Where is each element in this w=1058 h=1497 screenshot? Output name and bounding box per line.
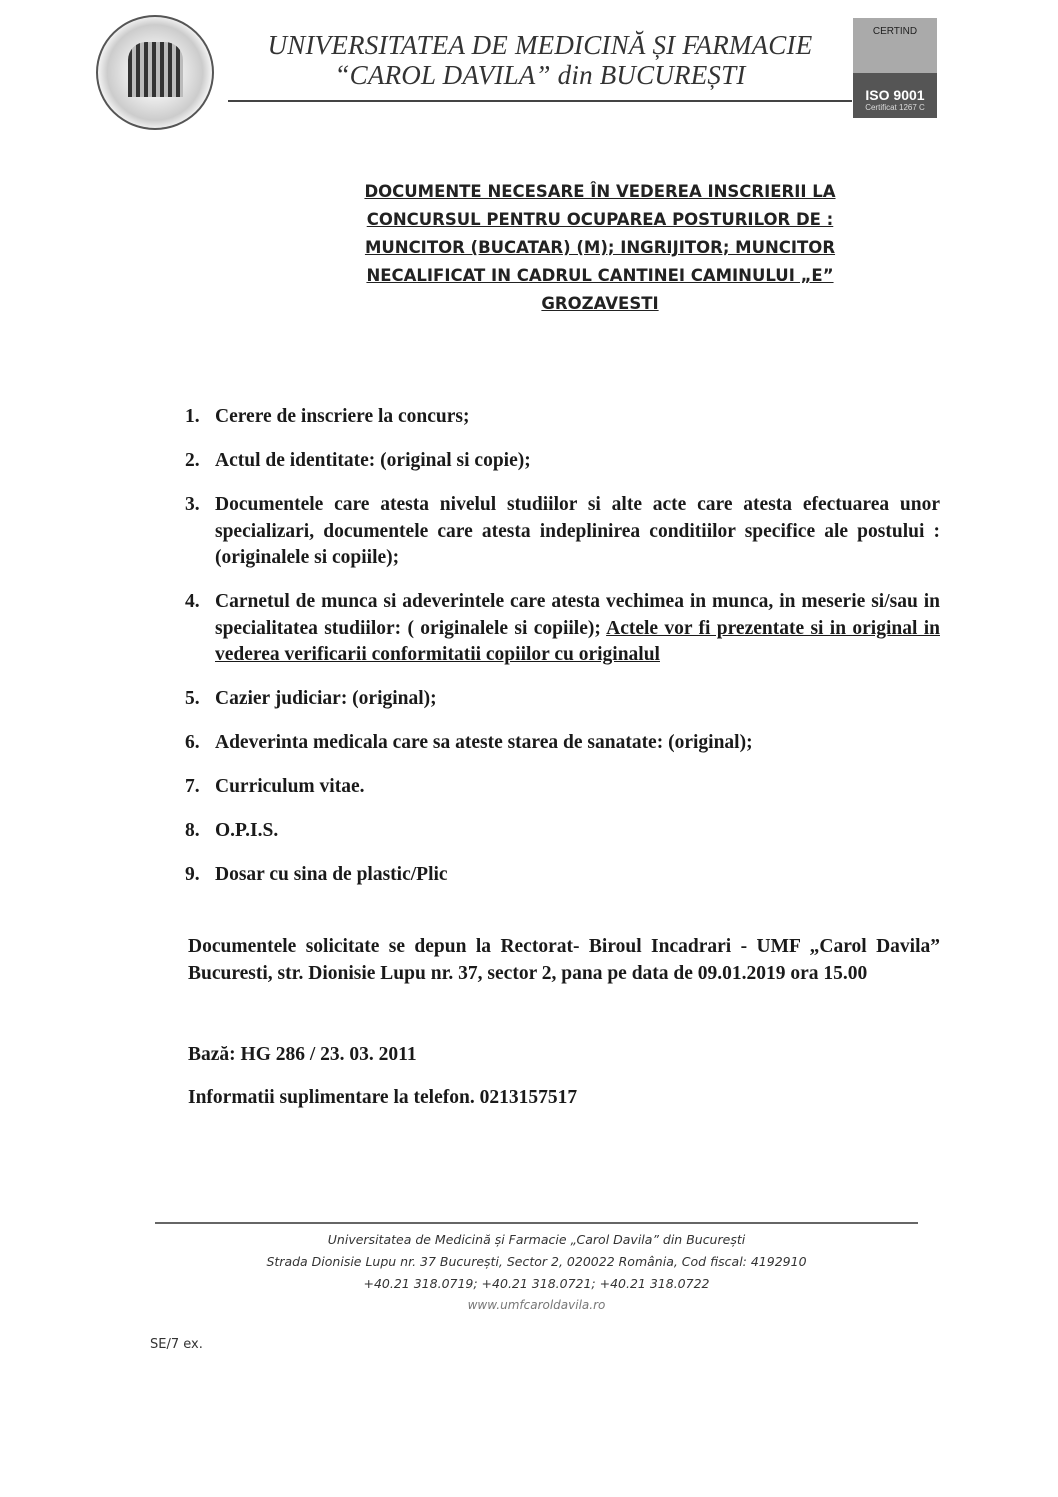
heading-line: NECALIFICAT IN CADRUL CANTINEI CAMINULUI „E” (366, 266, 834, 285)
item-text: Cerere de inscriere la concurs; (215, 406, 470, 427)
legal-basis: Bază: HG 286 / 23. 03. 2011 (188, 1044, 417, 1065)
list-item (185, 686, 940, 713)
item-number: 2. (185, 450, 200, 471)
item-text: Documentele care atesta nivelul studiilor si alte acte care atesta efectuarea unor specializari, documentele care atesta indeplinirea conditiilor specifice ale postului : (originalele si copiile); (215, 494, 940, 568)
footer-website-link[interactable]: www.umfcaroldavila.ro (467, 1298, 606, 1312)
certind-logo: CERTIND (853, 18, 937, 73)
item-text: Actul de identitate: (original si copie); (215, 450, 531, 471)
contact-info: Informatii suplimentare la telefon. 0213157517 (188, 1087, 578, 1108)
footer-phones: +40.21 318.0719; +40.21 318.0721; +40.21 318.0722 (363, 1276, 710, 1291)
item-text: Curriculum vitae. (215, 776, 365, 797)
item-text-underlined-note: Actele vor fi prezentate si in original in vederea verificarii conformitatii copiilor cu originalul (215, 617, 940, 665)
header-divider (228, 100, 852, 102)
submission-paragraph: Documentele solicitate se depun la Rectorat- Biroul Incadrari - UMF „Carol Davila” Bucuresti, str. Dionisie Lupu nr. 37, sector 2, pana pe data de 09.01.2019 ora 15.00 (188, 936, 940, 984)
item-text: Adeverinta medicala care sa ateste starea de sanatate: (original); (215, 732, 753, 753)
copies-note: SE/7 ex. (150, 1337, 203, 1352)
item-text (215, 589, 940, 669)
heading-line: MUNCITOR (BUCATAR) (M); INGRIJITOR; MUNCITOR (364, 238, 836, 257)
list-item (185, 589, 940, 669)
footer-university-name: Universitatea de Medicină și Farmacie „Carol Davila” din București (327, 1232, 746, 1247)
item-number: 6. (185, 732, 200, 753)
item-text: O.P.I.S. (215, 820, 279, 841)
list-item (185, 862, 940, 889)
item-number: 5. (185, 688, 200, 709)
list-item (185, 492, 940, 572)
university-seal-logo (96, 15, 214, 130)
item-number: 1. (185, 406, 200, 427)
required-documents-list (185, 404, 940, 906)
item-text-main: Carnetul de munca si adeverintele care atesta vechimea in munca, in meserie si/sau in specialitatea studiilor: ( originalele si copiile); (215, 591, 940, 639)
footer-divider (155, 1222, 918, 1224)
iso-label: ISO 9001 (865, 87, 925, 103)
heading-line: CONCURSUL PENTRU OCUPAREA POSTURILOR DE : (366, 210, 834, 229)
list-item (185, 774, 940, 801)
item-text: Dosar cu sina de plastic/Plic (215, 864, 448, 885)
heading-line: DOCUMENTE NECESARE ÎN VEDEREA INSCRIERII LA (364, 182, 836, 201)
item-number: 4. (185, 591, 200, 612)
list-item (185, 730, 940, 757)
document-heading (330, 178, 870, 318)
item-number: 3. (185, 494, 200, 515)
university-name-line2: “CAROL DAVILA” din BUCUREȘTI (334, 60, 746, 90)
iso-certificate: Certificat 1267 C (865, 103, 925, 112)
iso-certification-logo (853, 18, 937, 118)
item-text: Cazier judiciar: (original); (215, 688, 437, 709)
item-number: 8. (185, 820, 200, 841)
list-item (185, 818, 940, 845)
footer-address: Strada Dionisie Lupu nr. 37 București, Sector 2, 020022 România, Cod fiscal: 4192910 (266, 1254, 807, 1269)
item-number: 9. (185, 864, 200, 885)
building-emblem-icon (128, 42, 183, 97)
list-item (185, 404, 940, 431)
university-name-line1: UNIVERSITATEA DE MEDICINĂ ȘI FARMACIE (267, 30, 813, 60)
item-number: 7. (185, 776, 200, 797)
list-item (185, 448, 940, 475)
heading-line: GROZAVESTI (541, 294, 659, 313)
